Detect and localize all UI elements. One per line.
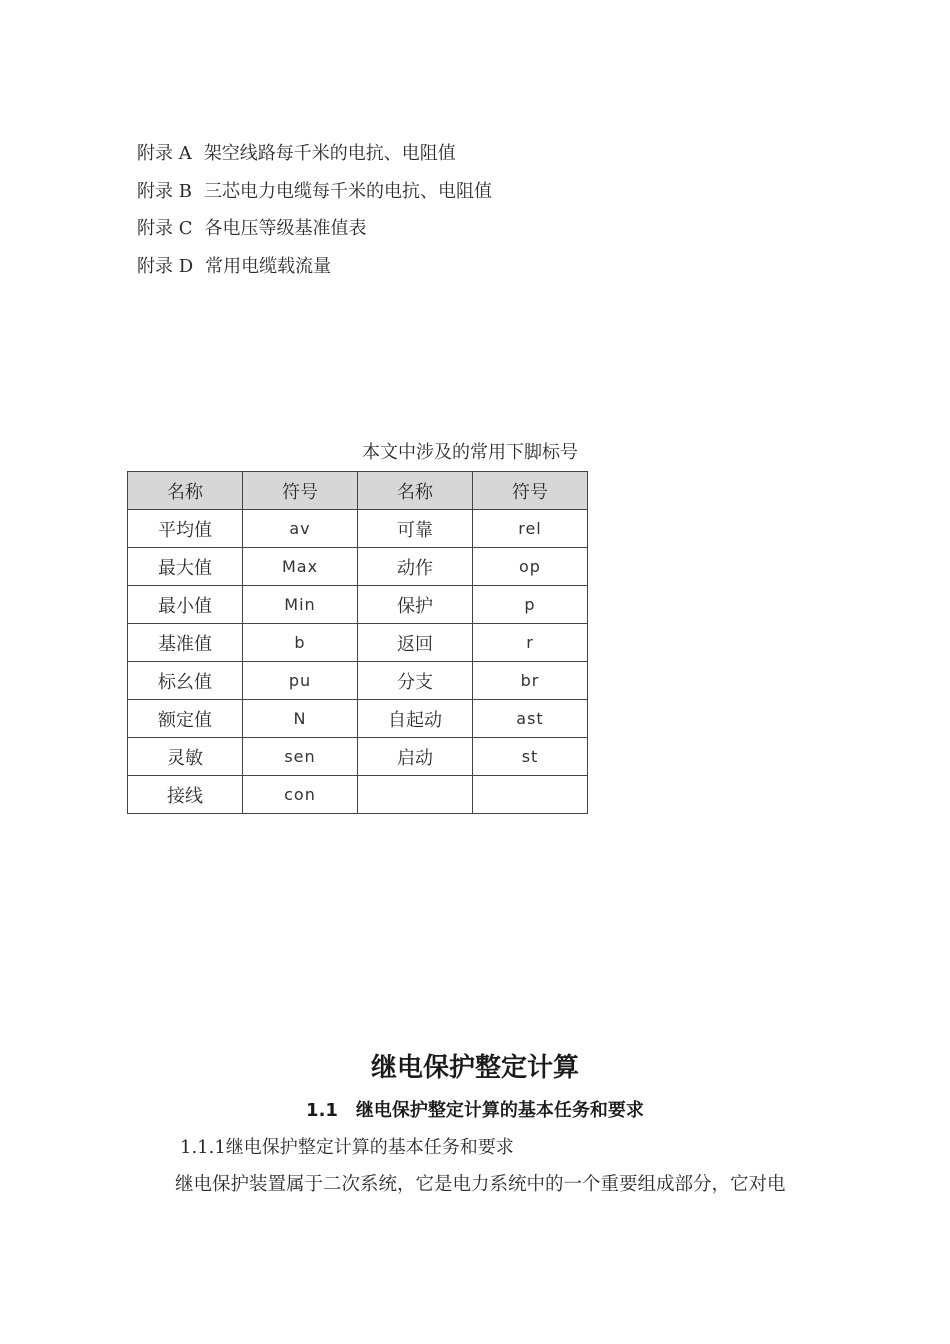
appendix-label: 附录 D: [137, 255, 194, 277]
table-row: [128, 776, 588, 814]
cell-name: 自起动: [358, 700, 473, 738]
header-symbol: 符号: [243, 472, 358, 510]
cell-symbol: br: [473, 662, 588, 700]
cell-name: [358, 776, 473, 814]
appendix-item-b: [137, 178, 492, 216]
appendix-title: 各电压等级基准值表: [204, 218, 367, 239]
appendix-list: [137, 140, 492, 290]
table-row: [128, 700, 588, 738]
cell-symbol: Min: [243, 586, 358, 624]
cell-symbol: op: [473, 548, 588, 586]
header-name: 名称: [128, 472, 243, 510]
cell-name: 返回: [358, 624, 473, 662]
subsection-title: 1.1.1继电保护整定计算的基本任务和要求: [180, 1137, 514, 1158]
cell-name: 启动: [358, 738, 473, 776]
table-caption: 本文中涉及的常用下脚标号: [362, 442, 578, 463]
cell-symbol: con: [243, 776, 358, 814]
appendix-label: 附录 A: [137, 143, 192, 164]
cell-name: 标幺值: [128, 662, 243, 700]
appendix-title: 架空线路每千米的电抗、电阻值: [203, 143, 456, 164]
cell-symbol: st: [473, 738, 588, 776]
cell-symbol: pu: [243, 662, 358, 700]
cell-symbol: ast: [473, 700, 588, 738]
cell-symbol: [473, 776, 588, 814]
section-title: 1.1 继电保护整定计算的基本任务和要求: [306, 1100, 644, 1121]
table-row: [128, 586, 588, 624]
cell-symbol: sen: [243, 738, 358, 776]
cell-symbol: Max: [243, 548, 358, 586]
cell-name: 平均值: [128, 510, 243, 548]
cell-name: 基准值: [128, 624, 243, 662]
table-row: [128, 548, 588, 586]
cell-name: 额定值: [128, 700, 243, 738]
cell-symbol: p: [473, 586, 588, 624]
subscript-table: [127, 471, 588, 814]
appendix-label: 附录 B: [137, 180, 192, 202]
cell-name: 动作: [358, 548, 473, 586]
appendix-item-a: [137, 140, 492, 178]
table-row: [128, 662, 588, 700]
body-paragraph: 继电保护装置属于二次系统，它是电力系统中的一个重要组成部分，它对电: [175, 1174, 786, 1195]
table-row: [128, 510, 588, 548]
cell-name: 接线: [128, 776, 243, 814]
cell-symbol: N: [243, 700, 358, 738]
appendix-title: 常用电缆载流量: [205, 255, 332, 277]
cell-name: 灵敏: [128, 738, 243, 776]
cell-name: 分支: [358, 662, 473, 700]
appendix-item-c: [137, 215, 492, 253]
appendix-label: 附录 C: [137, 218, 193, 239]
appendix-title: 三芯电力电缆每千米的电抗、电阻值: [203, 180, 492, 202]
chapter-title: 继电保护整定计算: [370, 1053, 579, 1083]
cell-name: 可靠: [358, 510, 473, 548]
cell-name: 保护: [358, 586, 473, 624]
header-symbol: 符号: [473, 472, 588, 510]
table-row: [128, 624, 588, 662]
cell-name: 最小值: [128, 586, 243, 624]
cell-symbol: b: [243, 624, 358, 662]
header-name: 名称: [358, 472, 473, 510]
cell-symbol: r: [473, 624, 588, 662]
cell-symbol: rel: [473, 510, 588, 548]
cell-symbol: av: [243, 510, 358, 548]
cell-name: 最大值: [128, 548, 243, 586]
table-header-row: [128, 472, 588, 510]
table-row: [128, 738, 588, 776]
appendix-item-d: [137, 253, 492, 291]
